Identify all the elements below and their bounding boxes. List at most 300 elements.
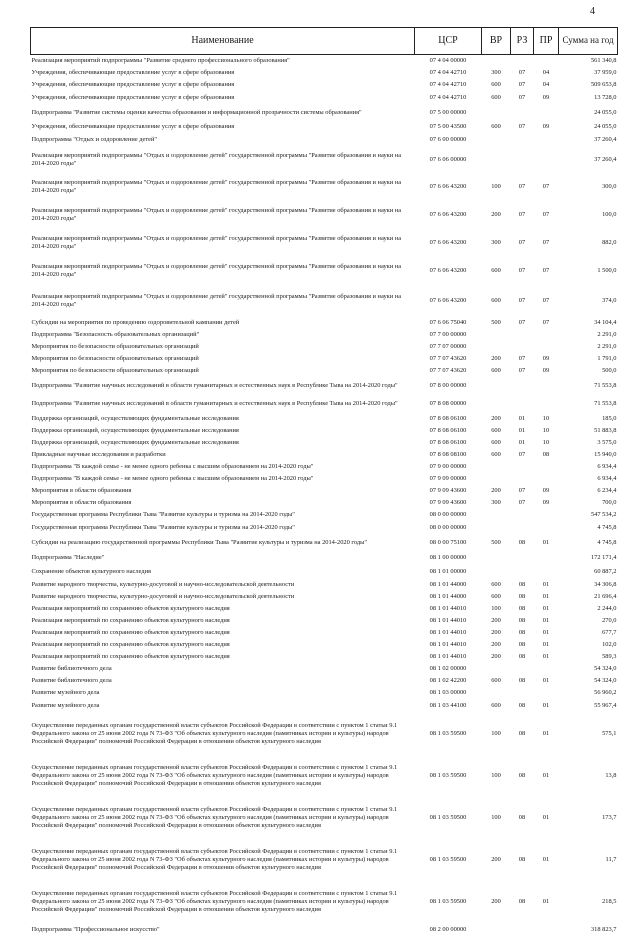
cell-sum: 561 340,8 [590, 56, 617, 64]
cell-rz [511, 687, 534, 699]
cell-csr: 08 0 00 75100 [429, 538, 467, 546]
cell-pr: 07 [542, 238, 550, 246]
cell-pr: 01 [542, 897, 550, 905]
cell-rz [511, 133, 534, 147]
cell-rz: 07 [518, 318, 526, 326]
cell-vr [482, 341, 511, 353]
cell-sum: 2 291,0 [597, 330, 617, 338]
cell-pr: 01 [542, 604, 550, 612]
cell-vr: 600 [491, 450, 501, 458]
cell-vr: 200 [491, 210, 501, 218]
cell-sum: 2 244,0 [597, 604, 617, 612]
cell-sum: 34 306,8 [594, 580, 617, 588]
cell-name: Осуществление переданных органам государственной власти субъектов Российской Федерации в соответствии с пунктом 1 статьи 9.1 Федерального закона от 25 июня 2002 года N 73-ФЗ "Об объектах культурного наследия (памятниках истории и культуры) народов Российской Федерации" полномочий Российской Федерации в отношении объектов культурного наследия [31, 847, 398, 871]
cell-csr: 07 8 08 00000 [429, 399, 467, 407]
cell-csr: 07 8 08 08100 [429, 450, 467, 458]
cell-vr: 600 [491, 366, 501, 374]
cell-pr: 09 [542, 93, 550, 101]
cell-sum: 173,7 [602, 813, 617, 821]
cell-pr: 07 [542, 318, 550, 326]
cell-csr: 08 1 03 44100 [429, 701, 467, 709]
cell-pr [534, 341, 559, 353]
cell-sum: 102,0 [602, 640, 617, 648]
header-name: Наименование [31, 28, 415, 55]
cell-name: Подпрограмма "Развитие научных исследований в области гуманитарных и естественных наук в Республике Тыва на 2014-2020 годы" [31, 399, 398, 407]
cell-rz: 08 [518, 592, 526, 600]
cell-rz: 07 [518, 366, 526, 374]
cell-rz: 07 [518, 238, 526, 246]
cell-rz [511, 55, 534, 67]
cell-name: Подпрограмма "Отдых и оздоровление детей" [31, 135, 158, 143]
cell-csr: 08 1 01 44000 [429, 592, 467, 600]
cell-sum: 1 791,0 [597, 354, 617, 362]
budget-table [30, 27, 618, 937]
cell-name: Государственная программа Республики Тыва "Развитие культуры и туризма на 2014-2020 годы" [31, 510, 295, 518]
cell-name: Реализация мероприятий подпрограммы "Развитие среднего профессионального образования" [31, 56, 290, 64]
table-row [31, 839, 618, 881]
cell-sum: 21 696,4 [594, 592, 617, 600]
cell-pr [534, 377, 559, 395]
cell-csr: 07 7 00 00000 [429, 330, 467, 338]
cell-vr [482, 55, 511, 67]
cell-name: Учреждения, обеспечивающие предоставление услуг в сфере образования [31, 80, 235, 88]
cell-pr: 01 [542, 701, 550, 709]
table-row [31, 79, 618, 91]
table-row [31, 257, 618, 285]
cell-name: Развитие библиотечного дела [31, 664, 112, 672]
cell-vr [482, 687, 511, 699]
cell-pr [534, 521, 559, 535]
cell-name: Реализация мероприятий по сохранению объектов культурного наследия [31, 616, 230, 624]
cell-vr [482, 551, 511, 565]
table-row [31, 55, 618, 67]
cell-rz: 01 [518, 426, 526, 434]
cell-name: Осуществление переданных органам государственной власти субъектов Российской Федерации в соответствии с пунктом 1 статьи 9.1 Федерального закона от 25 июня 2002 года N 73-ФЗ "Об объектах культурного наследия (памятниках истории и культуры) народов Российской Федерации" полномочий Российской Федерации в отношении объектов культурного наследия [31, 721, 398, 745]
cell-rz: 08 [518, 855, 526, 863]
cell-sum: 24 055,0 [594, 108, 617, 116]
cell-rz: 07 [518, 80, 526, 88]
cell-pr [534, 133, 559, 147]
cell-rz [511, 663, 534, 675]
cell-vr [482, 473, 511, 485]
cell-rz: 07 [518, 266, 526, 274]
table-row [31, 413, 618, 425]
cell-vr [482, 377, 511, 395]
cell-vr: 100 [491, 604, 501, 612]
table-row [31, 675, 618, 687]
cell-name: Реализация мероприятий подпрограммы "Отдых и оздоровление детей" государственной программы "Развитие образования и науки на 2014-2020 годы" [31, 151, 402, 167]
cell-rz: 08 [518, 897, 526, 905]
table-row [31, 627, 618, 639]
cell-pr: 01 [542, 729, 550, 737]
cell-vr: 200 [491, 897, 501, 905]
cell-pr [534, 55, 559, 67]
table-row [31, 497, 618, 509]
table-row [31, 797, 618, 839]
cell-sum: 100,0 [602, 210, 617, 218]
table-row [31, 639, 618, 651]
cell-csr: 07 8 08 06100 [429, 426, 467, 434]
table-row [31, 509, 618, 521]
cell-sum: 882,0 [602, 238, 617, 246]
cell-vr: 100 [491, 813, 501, 821]
cell-sum: 55 967,4 [594, 701, 617, 709]
cell-name: Развитие музейного дела [31, 701, 100, 709]
cell-csr: 08 1 01 44010 [429, 616, 467, 624]
cell-csr: 07 5 00 00000 [429, 108, 467, 116]
table-row [31, 755, 618, 797]
cell-vr: 300 [491, 498, 501, 506]
cell-pr [534, 663, 559, 675]
table-row [31, 353, 618, 365]
cell-pr: 07 [542, 182, 550, 190]
cell-pr: 01 [542, 855, 550, 863]
cell-name: Учреждения, обеспечивающие предоставление услуг в сфере образования [31, 93, 235, 101]
table-row [31, 565, 618, 579]
cell-sum: 374,0 [602, 296, 617, 304]
cell-name: Мероприятия по безопасности образовательных организаций [31, 342, 199, 350]
cell-pr [534, 147, 559, 173]
cell-rz: 07 [518, 93, 526, 101]
cell-rz: 01 [518, 414, 526, 422]
table-row [31, 521, 618, 535]
cell-pr: 01 [542, 640, 550, 648]
header-pr: ПР [534, 28, 559, 55]
cell-name: Осуществление переданных органам государственной власти субъектов Российской Федерации в соответствии с пунктом 1 статьи 9.1 Федерального закона от 25 июня 2002 года N 73-ФЗ "Об объектах культурного наследия (памятниках истории и культуры) народов Российской Федерации" полномочий Российской Федерации в отношении объектов культурного наследия [31, 763, 398, 787]
cell-vr: 600 [491, 266, 501, 274]
cell-csr: 08 0 00 00000 [429, 523, 467, 531]
table-row [31, 105, 618, 121]
cell-csr: 07 9 09 00000 [429, 474, 467, 482]
cell-pr: 01 [542, 538, 550, 546]
cell-rz: 07 [518, 210, 526, 218]
cell-pr: 01 [542, 771, 550, 779]
cell-vr [482, 133, 511, 147]
cell-rz [511, 521, 534, 535]
cell-vr: 200 [491, 628, 501, 636]
cell-csr: 07 6 06 43200 [429, 296, 467, 304]
cell-sum: 500,0 [602, 366, 617, 374]
cell-pr: 10 [542, 426, 550, 434]
cell-name: Реализация мероприятий подпрограммы "Отдых и оздоровление детей" государственной программы "Развитие образования и науки на 2014-2020 годы" [31, 178, 402, 194]
cell-sum: 6 934,4 [597, 462, 617, 470]
cell-name: Субсидии на реализацию государственной программы Республики Тыва "Развитие культуры и туризма на 2014-2020 годы" [31, 538, 367, 546]
cell-pr: 01 [542, 592, 550, 600]
cell-pr: 01 [542, 580, 550, 588]
cell-vr [482, 147, 511, 173]
cell-sum: 24 055,0 [594, 122, 617, 130]
cell-name: Поддержка организаций, осуществляющих фундаментальные исследования [31, 426, 239, 434]
page-number: 4 [590, 6, 595, 17]
cell-name: Мероприятия по безопасности образовательных организаций [31, 354, 199, 362]
cell-sum: 589,3 [602, 652, 617, 660]
cell-sum: 13 728,0 [594, 93, 617, 101]
cell-csr: 07 8 08 06100 [429, 438, 467, 446]
cell-rz [511, 473, 534, 485]
table-body [31, 55, 618, 937]
cell-sum: 11,7 [605, 855, 617, 863]
cell-name: Реализация мероприятий подпрограммы "Отдых и оздоровление детей" государственной программы "Развитие образования и науки на 2014-2020 годы" [31, 206, 402, 222]
cell-name: Подпрограмма "В каждой семье - не менее одного ребенка с высшим образованием на 2014-2020 годы" [31, 462, 314, 470]
cell-rz [511, 147, 534, 173]
cell-rz: 08 [518, 652, 526, 660]
cell-rz [511, 395, 534, 413]
cell-csr: 07 7 07 00000 [429, 342, 467, 350]
cell-vr: 600 [491, 93, 501, 101]
cell-vr [482, 565, 511, 579]
cell-csr: 07 7 07 43620 [429, 354, 467, 362]
cell-sum: 6 234,4 [597, 486, 617, 494]
table-row [31, 437, 618, 449]
header-vr: ВР [482, 28, 511, 55]
cell-sum: 1 500,0 [597, 266, 617, 274]
table-row [31, 365, 618, 377]
cell-name: Прикладные научные исследования и разработки [31, 450, 166, 458]
cell-csr: 08 0 00 00000 [429, 510, 467, 518]
cell-vr [482, 923, 511, 937]
cell-sum: 700,0 [602, 498, 617, 506]
cell-csr: 07 4 04 00000 [429, 56, 467, 64]
table-row [31, 201, 618, 229]
table-row [31, 377, 618, 395]
table-row [31, 173, 618, 201]
cell-name: Подпрограмма "В каждой семье - не менее одного ребенка с высшим образованием на 2014-2020 годы" [31, 474, 314, 482]
cell-sum: 6 934,4 [597, 474, 617, 482]
cell-name: Поддержка организаций, осуществляющих фундаментальные исследования [31, 438, 239, 446]
cell-sum: 34 104,4 [594, 318, 617, 326]
cell-pr [534, 105, 559, 121]
table-row [31, 713, 618, 755]
cell-name: Подпрограмма "Безопасность образовательных организаций" [31, 330, 200, 338]
cell-vr: 200 [491, 354, 501, 362]
cell-csr: 07 4 04 42710 [429, 68, 467, 76]
cell-name: Субсидии на мероприятия по проведению оздоровительной кампании детей [31, 318, 240, 326]
table-row [31, 551, 618, 565]
cell-name: Реализация мероприятий подпрограммы "Отдых и оздоровление детей" государственной программы "Развитие образования и науки на 2014-2020 годы" [31, 234, 402, 250]
cell-pr: 09 [542, 486, 550, 494]
cell-pr: 04 [542, 80, 550, 88]
cell-sum: 575,1 [602, 729, 617, 737]
table-row [31, 229, 618, 257]
cell-sum: 4 745,8 [597, 538, 617, 546]
cell-name: Мероприятия в области образования [31, 498, 132, 506]
cell-vr: 300 [491, 68, 501, 76]
cell-rz [511, 105, 534, 121]
cell-sum: 15 940,0 [594, 450, 617, 458]
cell-pr: 07 [542, 266, 550, 274]
table-row [31, 603, 618, 615]
cell-rz: 08 [518, 604, 526, 612]
cell-pr [534, 923, 559, 937]
cell-pr [534, 687, 559, 699]
cell-sum: 3 575,0 [597, 438, 617, 446]
cell-csr: 07 6 06 75040 [429, 318, 467, 326]
table-row [31, 317, 618, 329]
cell-rz: 07 [518, 498, 526, 506]
cell-rz [511, 377, 534, 395]
cell-vr [482, 509, 511, 521]
cell-vr: 100 [491, 771, 501, 779]
cell-vr: 600 [491, 438, 501, 446]
cell-csr: 08 1 01 44000 [429, 580, 467, 588]
cell-name: Подпрограмма "Профессиональное искусство" [31, 925, 160, 933]
cell-sum: 547 534,2 [590, 510, 617, 518]
cell-pr: 01 [542, 813, 550, 821]
cell-name: Осуществление переданных органам государственной власти субъектов Российской Федерации в соответствии с пунктом 1 статьи 9.1 Федерального закона от 25 июня 2002 года N 73-ФЗ "Об объектах культурного наследия (памятниках истории и культуры) народов Российской Федерации" полномочий Российской Федерации в отношении объектов культурного наследия [31, 805, 398, 829]
cell-csr: 08 1 02 00000 [429, 664, 467, 672]
cell-vr: 600 [491, 426, 501, 434]
cell-sum: 71 553,8 [594, 381, 617, 389]
cell-rz [511, 461, 534, 473]
cell-csr: 07 6 06 00000 [429, 155, 467, 163]
cell-csr: 08 1 01 00000 [429, 567, 467, 575]
cell-sum: 270,0 [602, 616, 617, 624]
table-row [31, 341, 618, 353]
cell-csr: 08 1 01 44010 [429, 628, 467, 636]
cell-sum: 218,5 [602, 897, 617, 905]
cell-pr [534, 473, 559, 485]
cell-pr [534, 565, 559, 579]
table-row [31, 591, 618, 603]
table-row [31, 147, 618, 173]
cell-sum: 4 745,8 [597, 523, 617, 531]
cell-name: Развитие библиотечного дела [31, 676, 112, 684]
cell-rz: 08 [518, 616, 526, 624]
cell-name: Развитие народного творчества, культурно-досуговой и научно-исследовательской деятельности [31, 592, 295, 600]
cell-pr: 04 [542, 68, 550, 76]
cell-rz [511, 551, 534, 565]
cell-rz: 08 [518, 676, 526, 684]
header-sum: Сумма на год [559, 28, 618, 55]
table-row [31, 651, 618, 663]
cell-vr: 500 [491, 318, 501, 326]
cell-csr: 08 1 03 59500 [429, 855, 467, 863]
cell-sum: 2 291,0 [597, 342, 617, 350]
cell-vr: 300 [491, 238, 501, 246]
cell-name: Реализация мероприятий по сохранению объектов культурного наследия [31, 604, 230, 612]
cell-sum: 185,0 [602, 414, 617, 422]
cell-rz: 01 [518, 438, 526, 446]
cell-rz [511, 923, 534, 937]
table-row [31, 425, 618, 437]
cell-vr: 200 [491, 486, 501, 494]
cell-vr [482, 105, 511, 121]
cell-pr [534, 461, 559, 473]
cell-rz: 08 [518, 580, 526, 588]
cell-rz [511, 329, 534, 341]
cell-csr: 07 5 00 43500 [429, 122, 467, 130]
cell-pr: 01 [542, 628, 550, 636]
cell-pr: 09 [542, 498, 550, 506]
cell-sum: 37 260,4 [594, 135, 617, 143]
cell-vr: 100 [491, 182, 501, 190]
cell-sum: 300,0 [602, 182, 617, 190]
cell-rz: 08 [518, 640, 526, 648]
cell-name: Подпрограмма "Развитие научных исследований в области гуманитарных и естественных наук в Республике Тыва на 2014-2020 годы" [31, 381, 398, 389]
cell-sum: 54 324,0 [594, 676, 617, 684]
cell-vr: 200 [491, 414, 501, 422]
table-row [31, 473, 618, 485]
cell-rz: 08 [518, 729, 526, 737]
cell-csr: 07 8 00 00000 [429, 381, 467, 389]
cell-rz: 08 [518, 701, 526, 709]
cell-name: Мероприятия в области образования [31, 486, 132, 494]
cell-vr: 200 [491, 855, 501, 863]
cell-rz: 07 [518, 122, 526, 130]
cell-vr: 600 [491, 701, 501, 709]
cell-pr: 01 [542, 676, 550, 684]
cell-name: Сохранение объектов культурного наследия [31, 567, 151, 575]
cell-sum: 37 959,0 [594, 68, 617, 76]
cell-pr: 10 [542, 414, 550, 422]
cell-rz: 07 [518, 486, 526, 494]
table-row [31, 91, 618, 105]
table-header-row [31, 28, 618, 55]
cell-vr: 600 [491, 580, 501, 588]
cell-sum: 172 171,4 [590, 553, 617, 561]
cell-sum: 54 324,0 [594, 664, 617, 672]
cell-name: Развитие народного творчества, культурно-досуговой и научно-исследовательской деятельности [31, 580, 295, 588]
cell-rz: 08 [518, 538, 526, 546]
cell-vr [482, 521, 511, 535]
cell-name: Осуществление переданных органам государственной власти субъектов Российской Федерации в соответствии с пунктом 1 статьи 9.1 Федерального закона от 25 июня 2002 года N 73-ФЗ "Об объектах культурного наследия (памятниках истории и культуры) народов Российской Федерации" полномочий Российской Федерации в отношении объектов культурного наследия [31, 889, 398, 913]
table-row [31, 699, 618, 713]
table-row [31, 923, 618, 937]
cell-sum: 509 653,8 [590, 80, 617, 88]
table-row [31, 67, 618, 79]
cell-vr: 600 [491, 676, 501, 684]
table-row [31, 535, 618, 551]
cell-csr: 07 6 06 43200 [429, 238, 467, 246]
cell-csr: 07 9 09 43600 [429, 486, 467, 494]
cell-csr: 08 1 03 59500 [429, 771, 467, 779]
cell-rz: 07 [518, 354, 526, 362]
cell-pr: 08 [542, 450, 550, 458]
cell-csr: 07 4 04 42710 [429, 93, 467, 101]
cell-rz: 08 [518, 771, 526, 779]
table-row [31, 133, 618, 147]
table-row [31, 449, 618, 461]
cell-pr: 01 [542, 652, 550, 660]
cell-vr: 600 [491, 122, 501, 130]
cell-vr [482, 663, 511, 675]
table-row [31, 687, 618, 699]
cell-vr: 200 [491, 652, 501, 660]
cell-name: Подпрограмма "Развитие системы оценки качества образования и информационной прозрачности системы образования" [31, 108, 362, 116]
cell-csr: 07 6 06 43200 [429, 266, 467, 274]
cell-vr: 600 [491, 592, 501, 600]
table-row [31, 461, 618, 473]
cell-pr: 07 [542, 210, 550, 218]
header-rz: РЗ [511, 28, 534, 55]
cell-pr: 07 [542, 296, 550, 304]
cell-rz: 08 [518, 813, 526, 821]
cell-csr: 08 1 01 44010 [429, 652, 467, 660]
cell-sum: 37 260,4 [594, 155, 617, 163]
cell-name: Реализация мероприятий по сохранению объектов культурного наследия [31, 640, 230, 648]
cell-name: Учреждения, обеспечивающие предоставление услуг в сфере образования [31, 122, 235, 130]
cell-name: Мероприятия по безопасности образовательных организаций [31, 366, 199, 374]
cell-csr: 07 7 07 43620 [429, 366, 467, 374]
cell-csr: 07 6 00 00000 [429, 135, 467, 143]
cell-pr: 09 [542, 366, 550, 374]
cell-name: Реализация мероприятий подпрограммы "Отдых и оздоровление детей" государственной программы "Развитие образования и науки на 2014-2020 годы" [31, 262, 402, 278]
cell-csr: 08 1 03 59500 [429, 813, 467, 821]
cell-pr [534, 395, 559, 413]
cell-sum: 13,8 [605, 771, 617, 779]
table-row [31, 285, 618, 317]
cell-vr: 100 [491, 729, 501, 737]
